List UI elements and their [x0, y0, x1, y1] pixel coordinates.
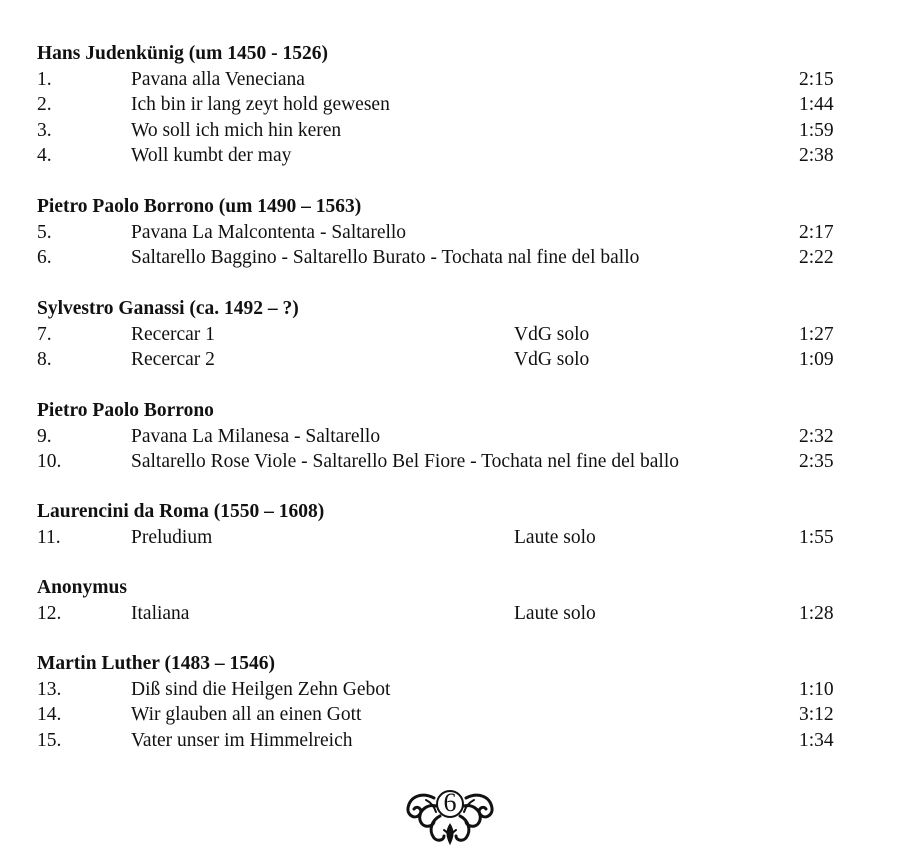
track-row: [0, 728, 898, 754]
track-duration: 1:59: [799, 119, 834, 141]
composer-heading: Pietro Paolo Borrono: [37, 400, 214, 421]
track-number: 10.: [37, 451, 62, 472]
track-row: [0, 67, 898, 93]
composer-heading: Laurencini da Roma (1550 – 1608): [37, 501, 325, 522]
track-number: 9.: [37, 425, 52, 447]
track-title: Pavana La Milanesa - Saltarello: [131, 425, 381, 447]
track-duration: 1:55: [799, 526, 834, 548]
track-title: Saltarello Baggino - Saltarello Burato - Tochata nal fine del ballo: [131, 247, 640, 268]
track-instrument: VdG solo: [514, 349, 590, 370]
track-number: 3.: [37, 119, 52, 141]
page-number: 6: [443, 788, 457, 817]
track-duration: 2:15: [799, 68, 834, 90]
track-row: [0, 118, 898, 144]
track-title: Pavana La Malcontenta - Saltarello: [131, 221, 407, 243]
track-row: [0, 424, 898, 450]
track-duration: 1:09: [799, 349, 834, 370]
track-row: [0, 601, 898, 627]
track-row: [0, 449, 898, 475]
track-number: 14.: [37, 704, 62, 725]
composer-heading: Sylvestro Ganassi (ca. 1492 – ?): [37, 298, 299, 319]
track-duration: 1:10: [799, 678, 834, 700]
track-number: 15.: [37, 729, 62, 751]
track-duration: 1:28: [799, 602, 834, 624]
track-duration: 2:32: [799, 425, 834, 447]
track-title: Pavana alla Veneciana: [131, 68, 305, 90]
track-row: [0, 92, 898, 118]
track-title: Recercar 2: [131, 349, 215, 370]
track-number: 12.: [37, 602, 62, 624]
track-duration: 1:44: [799, 94, 834, 115]
track-title: Recercar 1: [131, 323, 215, 345]
track-duration: 2:35: [799, 451, 834, 472]
track-title: Saltarello Rose Viole - Saltarello Bel Fiore - Tochata nel fine del ballo: [131, 451, 680, 472]
track-title: Wir glauben all an einen Gott: [131, 704, 362, 725]
track-title: Ich bin ir lang zeyt hold gewesen: [131, 94, 390, 115]
track-row: [0, 525, 898, 551]
composer-heading: Hans Judenkünig (um 1450 - 1526): [37, 43, 328, 64]
track-number: 1.: [37, 68, 52, 90]
track-number: 2.: [37, 94, 52, 115]
track-number: 4.: [37, 145, 52, 166]
track-number: 7.: [37, 323, 52, 345]
track-row: [0, 220, 898, 246]
composer-heading: Pietro Paolo Borrono (um 1490 – 1563): [37, 196, 362, 217]
track-number: 11.: [37, 526, 61, 548]
track-title: Wo soll ich mich hin keren: [131, 119, 342, 141]
track-row: [0, 702, 898, 728]
track-number: 6.: [37, 247, 52, 268]
composer-heading: Anonymus: [37, 577, 127, 598]
track-duration: 3:12: [799, 704, 834, 725]
track-title: Vater unser im Himmelreich: [131, 729, 353, 751]
track-duration: 2:38: [799, 145, 834, 166]
track-number: 13.: [37, 678, 62, 700]
track-row: [0, 347, 898, 373]
track-duration: 2:17: [799, 221, 834, 243]
track-number: 8.: [37, 349, 52, 370]
track-row: [0, 143, 898, 169]
track-title: Diß sind die Heilgen Zehn Gebot: [131, 678, 391, 700]
track-duration: 2:22: [799, 247, 834, 268]
track-title: Woll kumbt der may: [131, 145, 292, 166]
track-title: Preludium: [131, 526, 213, 548]
track-instrument: VdG solo: [514, 323, 590, 345]
track-duration: 1:34: [799, 729, 834, 751]
track-duration: 1:27: [799, 323, 834, 345]
track-row: [0, 322, 898, 348]
track-row: [0, 677, 898, 703]
track-number: 5.: [37, 221, 52, 243]
composer-heading: Martin Luther (1483 – 1546): [37, 653, 275, 674]
track-row: [0, 245, 898, 271]
track-instrument: Laute solo: [514, 526, 596, 548]
track-instrument: Laute solo: [514, 602, 596, 624]
track-title: Italiana: [131, 602, 190, 624]
